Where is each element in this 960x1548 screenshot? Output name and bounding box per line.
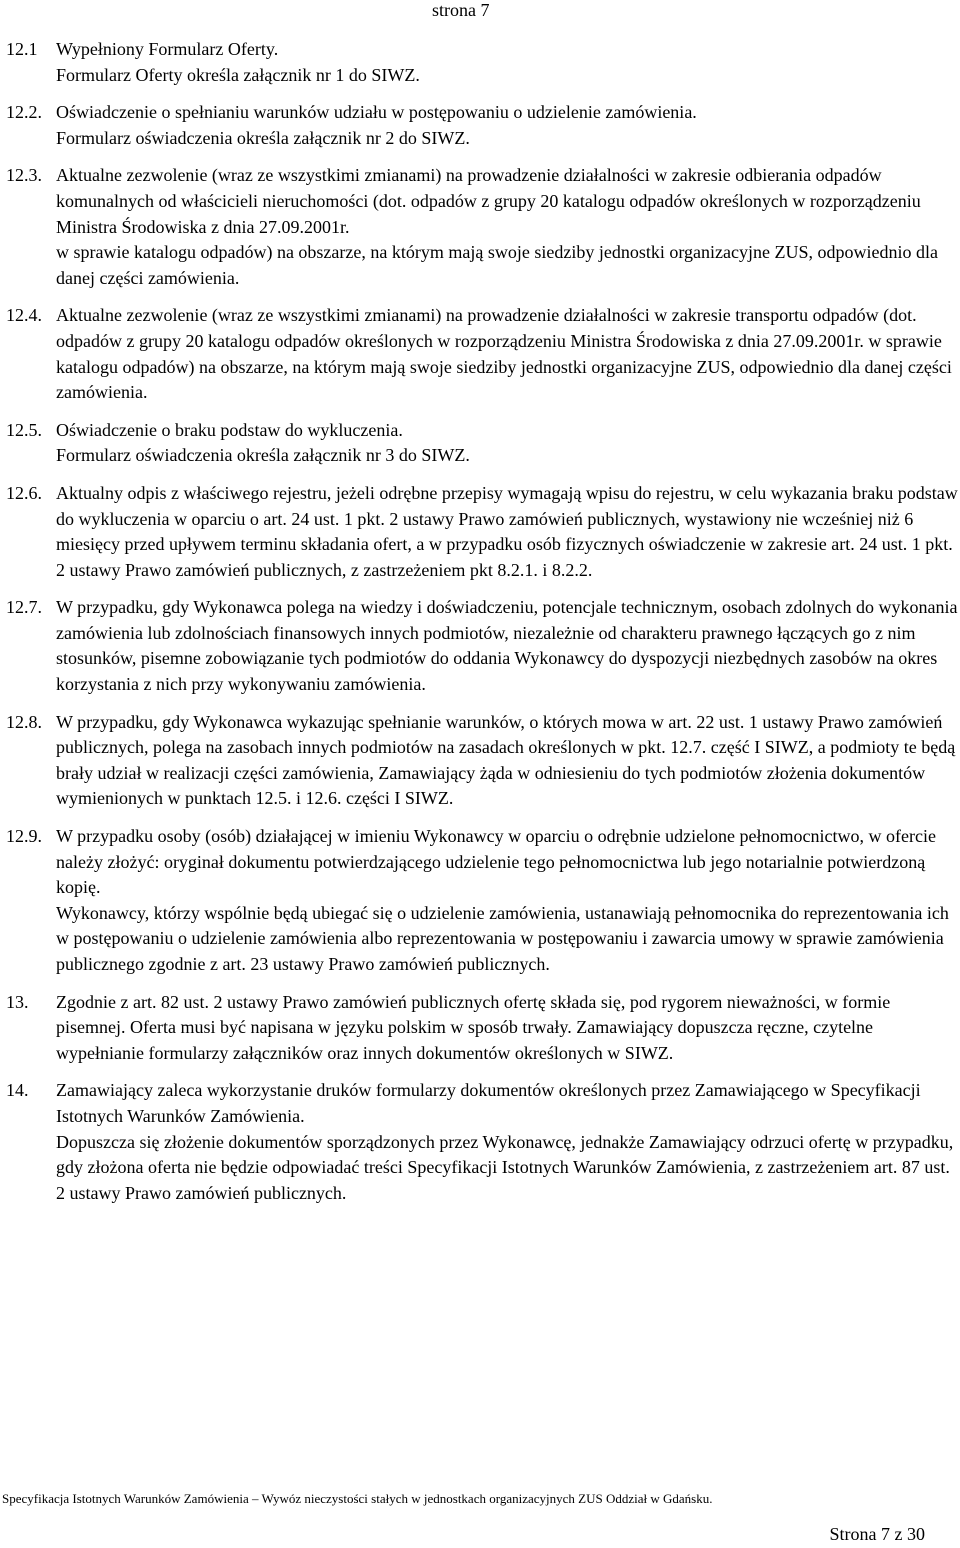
section-item (6, 710, 958, 812)
section-paragraph: Aktualne zezwolenie (wraz ze wszystkimi zmianami) na prowadzenie działalności w zakresie transportu odpadów (dot. odpadów z grupy 20 katalogu odpadów określonych w rozporządzeniu Ministra Środowiska z dnia 27.09.2001r. w sprawie katalogu odpadów) na obszarze, na którym mają swoje siedziby jednostki organizacyjne ZUS, odpowiednio dla danej części zamówienia. (56, 305, 952, 403)
section-paragraph: Oświadczenie o braku podstaw do wykluczenia. (56, 419, 403, 440)
section-item (6, 481, 958, 583)
section-item (6, 100, 958, 151)
section-paragraph: Dopuszcza się złożenie dokumentów sporządzonych przez Wykonawcę, jednakże Zamawiający odrzuci ofertę w przypadku, gdy złożona oferta nie będzie odpowiadać treści Specyfikacji Istotnych Warunków Zamówienia, z zastrzeżeniem art. 87 ust. 2 ustawy Prawo zamówień publicznych. (56, 1131, 954, 1203)
section-number: 12.5. (6, 419, 42, 440)
section-paragraph: W przypadku osoby (osób) działającej w imieniu Wykonawcy w oparciu o odrębnie udzielone pełnomocnictwo, w ofercie należy złożyć: oryginał dokumentu potwierdzającego udzielenie tego pełnomocnictwa lub jego notarialnie potwierdzoną kopię. (56, 826, 936, 898)
document-body (6, 37, 958, 1218)
section-number: 14. (6, 1080, 29, 1101)
section-item (6, 595, 958, 697)
section-paragraph: W przypadku, gdy Wykonawca polega na wiedzy i doświadczeniu, potencjale technicznym, osobach zdolnych do wykonania zamówienia lub zdolnościach finansowych innych podmiotów, niezależnie od charakteru prawnego łączących go z nim stosunków, pisemne zobowiązanie tych podmiotów do oddania Wykonawcy do dyspozycji niezbędnych zasobów na okres korzystania z nich przy wykonywaniu zamówienia. (56, 597, 958, 695)
section-item (6, 303, 958, 405)
section-number: 12.4. (6, 305, 42, 326)
section-number: 12.7. (6, 597, 42, 618)
page-header: strona 7 (432, 0, 490, 20)
section-number: 12.6. (6, 482, 42, 503)
section-paragraph: Formularz Oferty określa załącznik nr 1 do SIWZ. (56, 64, 420, 85)
section-number: 12.1 (6, 39, 38, 59)
section-item (6, 37, 958, 88)
section-item (6, 990, 958, 1067)
section-paragraph: Aktualny odpis z właściwego rejestru, jeżeli odrębne przepisy wymagają wpisu do rejestru, w celu wykazania braku podstaw do wykluczenia w oparciu o art. 24 ust. 1 pkt. 2 ustawy Prawo zamówień publicznych, wystawiony nie wcześniej niż 6 miesięcy przed upływem terminu składania ofert, a w przypadku osób fizycznych oświadczenie w zakresie art. 24 ust. 1 pkt. 2 ustawy Prawo zamówień publicznych, z zastrzeżeniem pkt 8.2.1. i 8.2.2. (56, 482, 958, 580)
section-item (6, 163, 958, 291)
section-number: 12.8. (6, 711, 42, 732)
section-paragraph: Aktualne zezwolenie (wraz ze wszystkimi zmianami) na prowadzenie działalności w zakresie odbierania odpadów komunalnych od właścicieli nieruchomości (dot. odpadów z grupy 20 katalogu odpadów określonych w rozporządzeniu Ministra Środowiska z dnia 27.09.2001r. (56, 165, 921, 237)
section-paragraph: w sprawie katalogu odpadów) na obszarze, na którym mają swoje siedziby jednostki organizacyjne ZUS, odpowiednio dla danej części zamówienia. (56, 242, 938, 288)
section-number: 12.9. (6, 826, 42, 847)
section-number: 13. (6, 991, 29, 1012)
section-paragraph: Wypełniony Formularz Oferty. (56, 39, 279, 59)
section-paragraph: Formularz oświadczenia określa załącznik nr 2 do SIWZ. (56, 127, 470, 148)
section-paragraph: Formularz oświadczenia określa załącznik nr 3 do SIWZ. (56, 445, 470, 466)
footer-document-title: Specyfikacja Istotnych Warunków Zamówienia – Wywóz nieczystości stałych w jednostkach organizacyjnych ZUS Oddział w Gdańsku. (2, 1491, 713, 1506)
section-paragraph: Zgodnie z art. 82 ust. 2 ustawy Prawo zamówień publicznych ofertę składa się, pod rygorem nieważności, w formie pisemnej. Oferta musi być napisana w języku polskim w sposób trwały. Zamawiający dopuszcza ręczne, czytelne wypełnianie formularzy załączników oraz innych dokumentów określonych w SIWZ. (56, 991, 891, 1063)
section-number: 12.3. (6, 165, 42, 186)
section-number: 12.2. (6, 102, 42, 123)
section-item (6, 418, 958, 469)
section-paragraph: Zamawiający zaleca wykorzystanie druków formularzy dokumentów określonych przez Zamawiającego w Specyfikacji Istotnych Warunków Zamówienia. (56, 1080, 921, 1126)
section-paragraph: Oświadczenie o spełnianiu warunków udziału w postępowaniu o udzielenie zamówienia. (56, 102, 697, 123)
section-item (6, 1078, 958, 1206)
section-paragraph: W przypadku, gdy Wykonawca wykazując spełnianie warunków, o których mowa w art. 22 ust. 1 ustawy Prawo zamówień publicznych, polega na zasobach innych podmiotów na zasadach określonych w pkt. 12.7. część I SIWZ, a podmioty te będą brały udział w realizacji części zamówienia, Zamawiający żąda w odniesieniu do tych podmiotów złożenia dokumentów wymienionych w punktach 12.5. i 12.6. części I SIWZ. (56, 711, 956, 809)
footer-page-number: Strona 7 z 30 (829, 1524, 925, 1544)
section-item (6, 824, 958, 978)
section-paragraph: Wykonawcy, którzy wspólnie będą ubiegać się o udzielenie zamówienia, ustanawiają pełnomocnika do reprezentowania ich w postępowaniu o udzielenie zamówienia albo reprezentowania w postępowaniu i zawarcia umowy w sprawie zamówienia publicznego zgodnie z art. 23 ustawy Prawo zamówień publicznych. (56, 902, 949, 974)
